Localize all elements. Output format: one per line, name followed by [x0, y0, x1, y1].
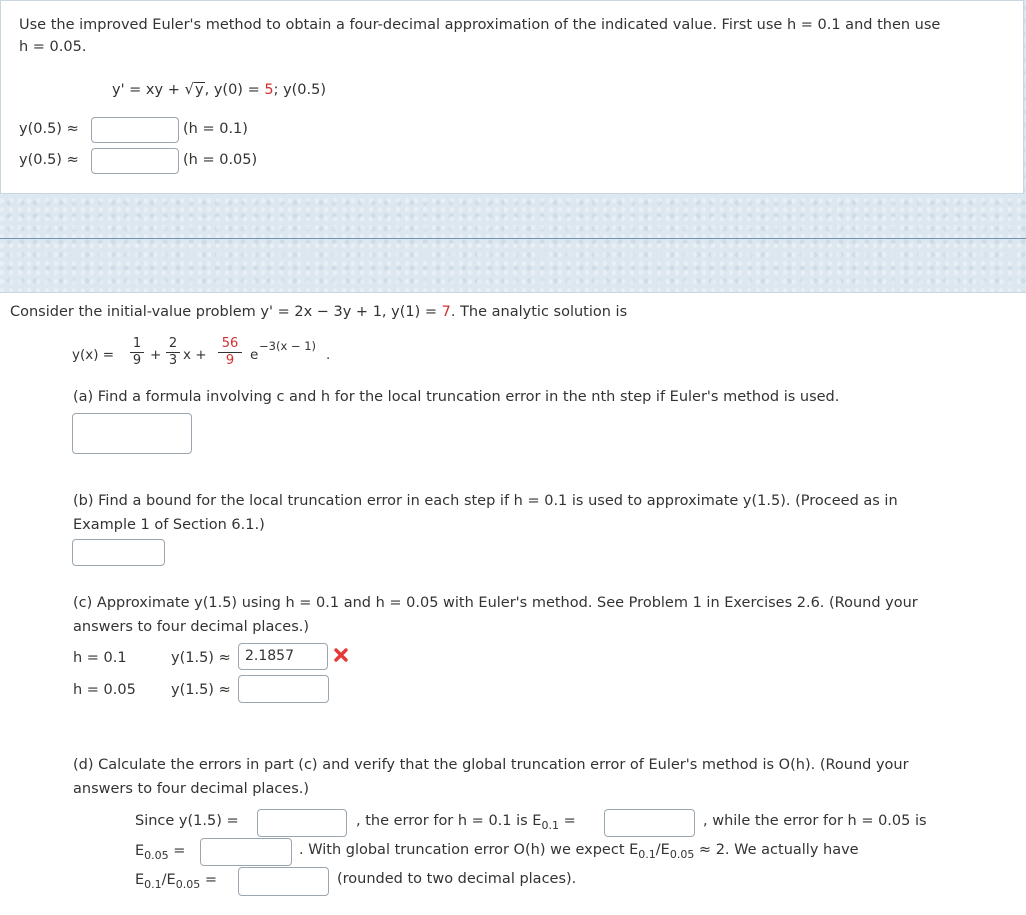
part-b-input[interactable]: [72, 539, 165, 566]
fraction-56-9: 56 9: [218, 337, 242, 368]
row1-note: (h = 0.1): [183, 121, 248, 137]
initial-value-7: 7: [441, 304, 451, 320]
e005-label: $E_{0.05}$ =: [135, 843, 186, 862]
part-b-text: (b) Find a bound for the local truncation error in each step if h = 0.1 is used to approximate y(1.5). (Proceed as in: [73, 493, 898, 509]
part-c-y-label-2: y(1.5) ≈: [171, 682, 231, 698]
part-a-text: (a) Find a formula involving c and h for the local truncation error in the nth step if Euler's method is used.: [73, 389, 840, 405]
section-divider: [0, 238, 1026, 239]
part-c-text-cont: answers to four decimal places.): [73, 619, 310, 635]
exponent: −3(x − 1): [259, 339, 316, 353]
ratio-input[interactable]: [238, 867, 329, 896]
part-c-y-label-1: y(1.5) ≈: [171, 650, 231, 666]
initial-value: 5: [264, 82, 274, 98]
problem1-instruction-cont: h = 0.05.: [19, 39, 87, 55]
error-h005-input[interactable]: [200, 838, 292, 866]
part-c-text: (c) Approximate y(1.5) using h = 0.1 and h = 0.05 with Euler's method. See Problem 1 in Exercises 2.6. (Round your: [73, 595, 918, 611]
since-label: Since y(1.5) =: [135, 813, 239, 829]
error-h01-label: , the error for h = 0.1 is $E_{0.1}$ =: [356, 813, 576, 832]
while-text: , while the error for h = 0.05 is: [703, 813, 927, 829]
part-c-h01-label: h = 0.1: [73, 650, 127, 666]
part-d-text: (d) Calculate the errors in part (c) and verify that the global truncation error of Euler's method is O(h). (Round your: [73, 757, 909, 773]
part-c-h005-label: h = 0.05: [73, 682, 136, 698]
fraction-1-9: 1 9: [130, 337, 144, 368]
y15-exact-input[interactable]: [257, 809, 347, 837]
problem1-card: [0, 0, 1024, 194]
row2-label: y(0.5) ≈: [19, 152, 79, 168]
ratio-label: $E_{0.1}/E_{0.05}$ =: [135, 872, 217, 891]
row2-note: (h = 0.05): [183, 152, 258, 168]
with-global-text: . With global truncation error O(h) we expect $E_{0.1}/E_{0.05} \approx 2$. We actually have: [299, 842, 859, 861]
problem2-intro: Consider the initial-value problem y' = 2x − 3y + 1, y(1) = 7. The analytic solution is: [10, 304, 628, 320]
fraction-2-3: 2 3: [166, 337, 180, 368]
part-c-input-h01[interactable]: 2.1857: [238, 643, 328, 670]
incorrect-x-icon: [333, 647, 349, 663]
rounded-note: (rounded to two decimal places).: [337, 871, 577, 887]
part-d-text-cont: answers to four decimal places.): [73, 781, 310, 797]
error-h01-input[interactable]: [604, 809, 695, 837]
part-c-input-h005[interactable]: [238, 675, 329, 703]
problem2-card: Consider the initial-value problem y' = 2x − 3y + 1, y(1) = 7. The analytic solution is y(x) = 1 9 + 2 3 x + 56 9 e −3(x − 1) . (a) Find a formula involving c and h for the local truncation error in the nth step if Euler's method is used. (b) Find a bound for the local truncation error in each step if h = 0.1 is used to approximate y(1.5). (Proceed as in Example 1 of Section 6.1.) (c) Approximate y(1.5) using h = 0.1 and h = 0.05 with Euler's method. See Problem 1 in Exercises 2.6. (Round your answers to four decimal places.) h = 0.1 y(1.5) ≈ 2.1857 h = 0.05 y(1.5) ≈ (d) Calculate the errors in part (c) and verify that the global truncation error of Euler's method is O(h). (Round your answers to four decimal places.) Since y(1.5) = , the error for h = 0.1 is $E_{0.1}$ = , while the error for h = 0.05 is $E_{0.05}$ = . With global truncation error O(h) we expect $E_{0.1}/E_{0.05} \approx 2$. We actually have $E_{0.1}/E_{0.05}$ = (rounded to two decimal places).: [0, 292, 1026, 915]
problem1-instruction: Use the improved Euler's method to obtain a four-decimal approximation of the indicated value. First use h = 0.1 and then use: [19, 17, 941, 33]
part-b-text-cont: Example 1 of Section 6.1.): [73, 517, 265, 533]
part-a-input[interactable]: [72, 413, 192, 454]
row1-label: y(0.5) ≈: [19, 121, 79, 137]
answer-input-h005[interactable]: [91, 148, 179, 174]
problem1-equation: y' = xy + √y, y(0) = 5; y(0.5): [112, 80, 327, 98]
answer-input-h01[interactable]: [91, 117, 179, 143]
